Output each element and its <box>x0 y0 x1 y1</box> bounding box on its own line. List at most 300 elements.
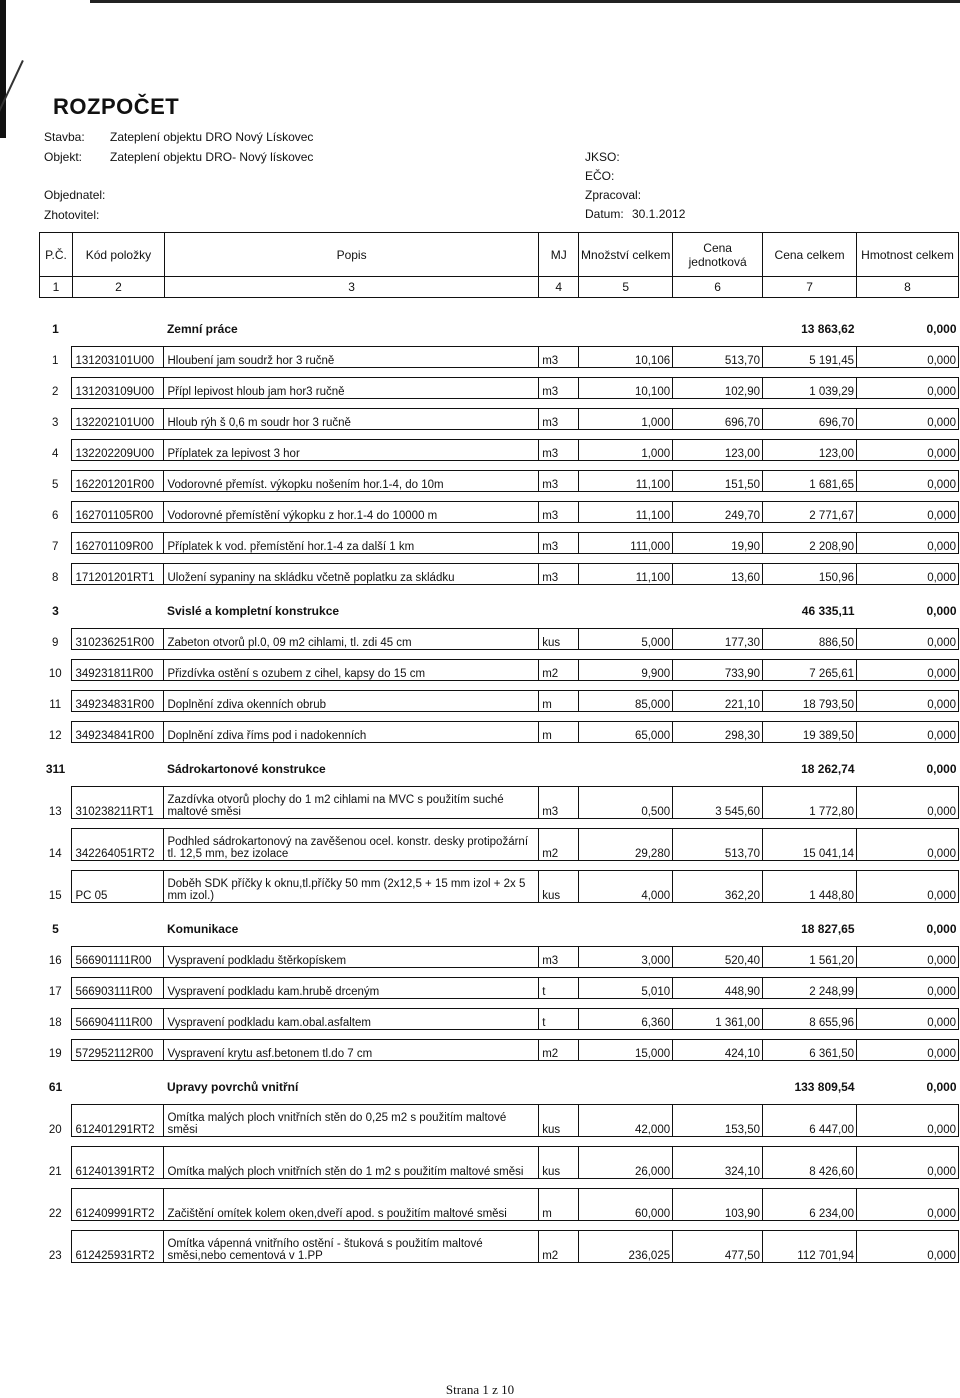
section-weight: 0,000 <box>926 1079 957 1094</box>
item-unit-price: 477,50 <box>673 1230 763 1262</box>
item-description: Vyspravení podkladu kam.obal.asfaltem <box>164 1008 539 1029</box>
row-gap <box>39 818 959 828</box>
item-total-price: 696,70 <box>763 408 857 429</box>
objednatel-label: Objednatel: <box>44 188 106 202</box>
item-unit-price: 249,70 <box>673 501 763 522</box>
gap-cell <box>39 1220 959 1230</box>
section-weight: 0,000 <box>926 921 957 936</box>
item-unit: m3 <box>539 470 579 491</box>
item-code: 566903111R00 <box>72 977 164 998</box>
item-code: 132202101U00 <box>72 408 164 429</box>
gap-cell <box>39 1060 959 1070</box>
item-quantity: 9,900 <box>579 659 673 680</box>
item-unit: m2 <box>539 659 579 680</box>
datum-label: Datum: <box>585 207 624 221</box>
row-number: 18 <box>48 1017 62 1029</box>
row-gap <box>39 680 959 690</box>
col-popis: Popis <box>164 233 538 277</box>
item-description: Hloubení jam soudrž hor 3 ručně <box>164 346 539 367</box>
item-weight: 0,000 <box>857 1230 959 1262</box>
item-unit: m3 <box>539 501 579 522</box>
section-weight: 0,000 <box>926 761 957 776</box>
item-unit-price: 13,60 <box>673 563 763 584</box>
row-number: 20 <box>48 1124 62 1136</box>
item-weight: 0,000 <box>857 721 959 742</box>
item-total-price: 1 772,80 <box>763 786 857 818</box>
item-description: Zazdívka otvorů plochy do 1 m2 cihlami na MVC s použitím suché maltové směsi <box>164 786 539 818</box>
item-total-price: 15 041,14 <box>763 828 857 860</box>
page-footer: Strana 1 z 10 <box>445 1382 515 1397</box>
item-weight: 0,000 <box>857 532 959 553</box>
gap-cell <box>39 742 959 752</box>
table-row <box>39 501 959 522</box>
item-weight: 0,000 <box>857 501 959 522</box>
table-row <box>39 828 959 860</box>
item-code: 310238211RT1 <box>72 786 164 818</box>
item-quantity: 0,500 <box>579 786 673 818</box>
item-code: 171201201RT1 <box>72 563 164 584</box>
eco-label: EČO: <box>585 169 615 183</box>
datum-value: 30.1.2012 <box>632 207 686 221</box>
row-number: 23 <box>48 1250 62 1262</box>
section-spacer <box>539 594 763 628</box>
row-number: 22 <box>48 1208 62 1220</box>
col-cena-jednotkova: Cena jednotková <box>673 233 763 277</box>
gap-cell <box>39 491 959 501</box>
item-description: Začištění omítek kolem oken,dveří apod. s použitím maltové směsi <box>164 1188 539 1220</box>
item-quantity: 42,000 <box>579 1104 673 1136</box>
item-quantity: 6,360 <box>579 1008 673 1029</box>
col-number: 2 <box>72 277 164 298</box>
table-row <box>39 408 959 429</box>
section-total: 133 809,54 <box>794 1079 855 1094</box>
col-mj: MJ <box>539 233 579 277</box>
item-unit: m3 <box>539 439 579 460</box>
item-weight: 0,000 <box>857 690 959 711</box>
item-unit: m <box>539 721 579 742</box>
section-row <box>39 1070 959 1104</box>
section-code: 5 <box>52 922 59 936</box>
section-total: 13 863,62 <box>801 321 855 336</box>
row-gap <box>39 398 959 408</box>
gap-cell <box>39 680 959 690</box>
table-row <box>39 690 959 711</box>
row-number: 17 <box>48 986 62 998</box>
item-unit-price: 733,90 <box>673 659 763 680</box>
section-row <box>39 752 959 786</box>
row-gap <box>39 998 959 1008</box>
item-unit: t <box>539 977 579 998</box>
item-total-price: 19 389,50 <box>763 721 857 742</box>
scan-edge-mark <box>0 0 6 138</box>
item-unit-price: 103,90 <box>673 1188 763 1220</box>
row-gap <box>39 1136 959 1146</box>
section-total: 18 262,74 <box>801 761 855 776</box>
row-number: 11 <box>49 699 62 711</box>
item-unit-price: 424,10 <box>673 1039 763 1060</box>
item-unit-price: 19,90 <box>673 532 763 553</box>
col-number: 5 <box>579 277 673 298</box>
col-number: 6 <box>673 277 763 298</box>
item-quantity: 11,100 <box>579 501 673 522</box>
item-unit: m3 <box>539 946 579 967</box>
item-description: Vyspravení krytu asf.betonem tl.do 7 cm <box>164 1039 539 1060</box>
item-unit: m3 <box>539 563 579 584</box>
zpracoval-label: Zpracoval: <box>585 188 642 202</box>
item-description: Doplnění zdiva říms pod i nadokenních <box>164 721 539 742</box>
row-gap <box>39 367 959 377</box>
gap-cell <box>39 460 959 470</box>
section-name: Upravy povrchů vnitřní <box>166 1079 299 1094</box>
row-number: 4 <box>52 448 59 460</box>
item-unit-price: 1 361,00 <box>673 1008 763 1029</box>
item-weight: 0,000 <box>857 1188 959 1220</box>
item-code: 612425931RT2 <box>72 1230 164 1262</box>
section-weight: 0,000 <box>926 321 957 336</box>
section-spacer <box>72 1070 164 1104</box>
item-weight: 0,000 <box>857 1146 959 1178</box>
gap-cell <box>39 367 959 377</box>
row-gap <box>39 649 959 659</box>
gap-cell <box>39 860 959 870</box>
col-number: 1 <box>40 277 73 298</box>
item-quantity: 5,000 <box>579 628 673 649</box>
item-unit: kus <box>539 628 579 649</box>
item-description: Vodorovné přemístění výkopku z hor.1-4 do 10000 m <box>164 501 539 522</box>
gap-cell <box>39 1178 959 1188</box>
item-quantity: 11,100 <box>579 470 673 491</box>
section-spacer <box>539 912 763 946</box>
item-code: 131203101U00 <box>72 346 164 367</box>
row-number: 13 <box>48 806 62 818</box>
item-quantity: 15,000 <box>579 1039 673 1060</box>
item-weight: 0,000 <box>857 659 959 680</box>
item-quantity: 1,000 <box>579 408 673 429</box>
col-pc: P.Č. <box>40 233 73 277</box>
item-total-price: 2 248,99 <box>763 977 857 998</box>
item-quantity: 236,025 <box>579 1230 673 1262</box>
gap-cell <box>39 398 959 408</box>
item-unit: m2 <box>539 1039 579 1060</box>
item-weight: 0,000 <box>857 828 959 860</box>
item-description: Příplatek za lepivost 3 hor <box>164 439 539 460</box>
item-total-price: 1 039,29 <box>763 377 857 398</box>
item-unit: m2 <box>539 828 579 860</box>
row-number: 14 <box>48 848 62 860</box>
item-unit: m3 <box>539 532 579 553</box>
item-code: 162201201R00 <box>72 470 164 491</box>
table-row <box>39 659 959 680</box>
gap-cell <box>39 711 959 721</box>
item-unit-price: 177,30 <box>673 628 763 649</box>
col-mnozstvi: Množství celkem <box>579 233 673 277</box>
item-unit-price: 221,10 <box>673 690 763 711</box>
item-total-price: 6 234,00 <box>763 1188 857 1220</box>
table-row <box>39 977 959 998</box>
item-total-price: 5 191,45 <box>763 346 857 367</box>
item-weight: 0,000 <box>857 377 959 398</box>
item-unit-price: 3 545,60 <box>673 786 763 818</box>
item-description: Přizdívka ostění s ozubem z cihel, kapsy do 15 cm <box>164 659 539 680</box>
top-rule <box>90 0 960 3</box>
document-title: ROZPOČET <box>53 94 180 119</box>
section-spacer <box>72 912 164 946</box>
item-weight: 0,000 <box>857 470 959 491</box>
section-spacer <box>72 752 164 786</box>
item-unit-price: 153,50 <box>673 1104 763 1136</box>
zhotovitel-label: Zhotovitel: <box>44 208 100 222</box>
table-row <box>39 346 959 367</box>
item-description: Vodorovné přemíst. výkopku nošením hor.1-4, do 10m <box>164 470 539 491</box>
section-spacer <box>539 312 763 346</box>
item-weight: 0,000 <box>857 977 959 998</box>
table-row <box>39 532 959 553</box>
section-row <box>39 312 959 346</box>
row-gap <box>39 1060 959 1070</box>
item-unit: m3 <box>539 377 579 398</box>
item-quantity: 65,000 <box>579 721 673 742</box>
section-name: Sádrokartonové konstrukce <box>166 761 326 776</box>
row-number: 5 <box>52 479 59 491</box>
col-number: 7 <box>763 277 857 298</box>
table-row <box>39 1039 959 1060</box>
item-total-price: 6 447,00 <box>763 1104 857 1136</box>
item-weight: 0,000 <box>857 628 959 649</box>
item-code: 612401291RT2 <box>72 1104 164 1136</box>
table-row <box>39 946 959 967</box>
col-cena-celkem: Cena celkem <box>763 233 857 277</box>
section-name: Komunikace <box>166 921 239 936</box>
item-description: Uložení sypaniny na skládku včetně poplatku za skládku <box>164 563 539 584</box>
section-code: 3 <box>52 604 59 618</box>
row-gap <box>39 711 959 721</box>
item-description: Přípl lepivost hloub jam hor3 ručně <box>164 377 539 398</box>
table-row <box>39 628 959 649</box>
item-total-price: 2 771,67 <box>763 501 857 522</box>
table-row <box>39 1104 959 1136</box>
item-quantity: 3,000 <box>579 946 673 967</box>
row-number: 21 <box>48 1166 62 1178</box>
section-code: 61 <box>48 1080 63 1094</box>
item-quantity: 4,000 <box>579 870 673 902</box>
row-gap <box>39 553 959 563</box>
item-quantity: 85,000 <box>579 690 673 711</box>
gap-cell <box>39 967 959 977</box>
item-description: Omítka malých ploch vnitřních stěn do 1 m2 s použitím maltové směsi <box>164 1146 539 1178</box>
section-spacer <box>72 594 164 628</box>
row-number: 1 <box>52 355 59 367</box>
item-weight: 0,000 <box>857 870 959 902</box>
row-number: 7 <box>52 541 59 553</box>
item-unit: m2 <box>539 1230 579 1262</box>
section-total: 18 827,65 <box>801 921 855 936</box>
item-description: Omítka malých ploch vnitřních stěn do 0,25 m2 s použitím maltové směsi <box>164 1104 539 1136</box>
section-spacer <box>72 312 164 346</box>
table-row <box>39 870 959 902</box>
item-unit: m <box>539 1188 579 1220</box>
table-row <box>39 786 959 818</box>
item-weight: 0,000 <box>857 346 959 367</box>
item-description: Příplatek k vod. přemístění hor.1-4 za další 1 km <box>164 532 539 553</box>
item-quantity: 5,010 <box>579 977 673 998</box>
stavba-label: Stavba: <box>44 130 85 144</box>
row-gap <box>39 1029 959 1039</box>
objekt-value: Zateplení objektu DRO- Nový lískovec <box>110 150 314 164</box>
section-row <box>39 594 959 628</box>
item-code: 612401391RT2 <box>72 1146 164 1178</box>
table-row <box>39 439 959 460</box>
item-quantity: 26,000 <box>579 1146 673 1178</box>
item-description: Podhled sádrokartonový na zavěšenou ocel. konstr. desky protipožární tl. 12,5 mm, bez izolace <box>164 828 539 860</box>
item-code: 566904111R00 <box>72 1008 164 1029</box>
item-unit-price: 513,70 <box>673 346 763 367</box>
item-unit-price: 362,20 <box>673 870 763 902</box>
item-code: PC 05 <box>72 870 164 902</box>
item-code: 162701109R00 <box>72 532 164 553</box>
section-row <box>39 912 959 946</box>
item-unit-price: 298,30 <box>673 721 763 742</box>
row-gap <box>39 491 959 501</box>
item-code: 349234841R00 <box>72 721 164 742</box>
row-number: 6 <box>52 510 59 522</box>
section-total: 46 335,11 <box>801 603 855 618</box>
item-total-price: 150,96 <box>763 563 857 584</box>
item-total-price: 7 265,61 <box>763 659 857 680</box>
item-quantity: 1,000 <box>579 439 673 460</box>
item-total-price: 6 361,50 <box>763 1039 857 1060</box>
gap-cell <box>39 429 959 439</box>
section-code: 1 <box>52 322 59 336</box>
item-description: Doplnění zdiva okenních obrub <box>164 690 539 711</box>
gap-cell <box>39 584 959 594</box>
item-unit: kus <box>539 1104 579 1136</box>
item-code: 342264051RT2 <box>72 828 164 860</box>
col-number: 4 <box>539 277 579 298</box>
item-unit-price: 151,50 <box>673 470 763 491</box>
section-name: Zemní práce <box>166 321 238 336</box>
item-code: 349231811R00 <box>72 659 164 680</box>
table-row <box>39 1230 959 1262</box>
item-total-price: 886,50 <box>763 628 857 649</box>
item-code: 132202209U00 <box>72 439 164 460</box>
item-unit: m3 <box>539 786 579 818</box>
row-gap <box>39 1262 959 1272</box>
item-unit: kus <box>539 1146 579 1178</box>
item-unit-price: 123,00 <box>673 439 763 460</box>
budget-items-table <box>39 312 959 1272</box>
item-unit-price: 448,90 <box>673 977 763 998</box>
item-quantity: 10,106 <box>579 346 673 367</box>
col-number: 3 <box>164 277 538 298</box>
col-hmotnost: Hmotnost celkem <box>857 233 959 277</box>
table-row <box>39 1008 959 1029</box>
item-quantity: 11,100 <box>579 563 673 584</box>
table-row <box>39 721 959 742</box>
item-description: Vyspravení podkladu štěrkopískem <box>164 946 539 967</box>
item-description: Zabeton otvorů pl.0, 09 m2 cihlami, tl. zdi 45 cm <box>164 628 539 649</box>
item-total-price: 2 208,90 <box>763 532 857 553</box>
col-number: 8 <box>857 277 959 298</box>
item-unit: m <box>539 690 579 711</box>
gap-cell <box>39 522 959 532</box>
item-weight: 0,000 <box>857 1039 959 1060</box>
item-unit: m3 <box>539 346 579 367</box>
objekt-label: Objekt: <box>44 150 83 164</box>
gap-cell <box>39 1136 959 1146</box>
item-unit-price: 696,70 <box>673 408 763 429</box>
item-code: 131203109U00 <box>72 377 164 398</box>
row-gap <box>39 584 959 594</box>
item-total-price: 1 681,65 <box>763 470 857 491</box>
item-code: 572952112R00 <box>72 1039 164 1060</box>
gap-cell <box>39 553 959 563</box>
gap-cell <box>39 902 959 912</box>
item-code: 310236251R00 <box>72 628 164 649</box>
row-gap <box>39 742 959 752</box>
section-weight: 0,000 <box>926 603 957 618</box>
item-weight: 0,000 <box>857 439 959 460</box>
row-number: 3 <box>52 417 59 429</box>
row-number: 2 <box>52 386 59 398</box>
row-number: 16 <box>48 955 62 967</box>
item-weight: 0,000 <box>857 786 959 818</box>
col-kod: Kód položky <box>72 233 164 277</box>
item-quantity: 29,280 <box>579 828 673 860</box>
item-code: 349234831R00 <box>72 690 164 711</box>
item-unit: m3 <box>539 408 579 429</box>
item-weight: 0,000 <box>857 946 959 967</box>
item-total-price: 1 448,80 <box>763 870 857 902</box>
row-gap <box>39 522 959 532</box>
row-gap <box>39 1178 959 1188</box>
section-name: Svislé a kompletní konstrukce <box>166 603 340 618</box>
item-weight: 0,000 <box>857 1104 959 1136</box>
item-weight: 0,000 <box>857 1008 959 1029</box>
item-weight: 0,000 <box>857 563 959 584</box>
item-code: 612409991RT2 <box>72 1188 164 1220</box>
row-gap <box>39 1220 959 1230</box>
item-unit-price: 520,40 <box>673 946 763 967</box>
table-row <box>39 377 959 398</box>
section-spacer <box>539 752 763 786</box>
item-unit: t <box>539 1008 579 1029</box>
item-description: Doběh SDK příčky k oknu,tl.příčky 50 mm (2x12,5 + 15 mm izol + 2x 5 mm izol.) <box>164 870 539 902</box>
item-quantity: 10,100 <box>579 377 673 398</box>
item-total-price: 112 701,94 <box>763 1230 857 1262</box>
row-gap <box>39 967 959 977</box>
item-total-price: 123,00 <box>763 439 857 460</box>
table-row <box>39 470 959 491</box>
row-number: 15 <box>48 890 62 902</box>
item-description: Omítka vápenná vnitřního ostění - štuková s použitím maltové směsi,nebo cementová v 1.PP <box>164 1230 539 1262</box>
item-unit-price: 324,10 <box>673 1146 763 1178</box>
gap-cell <box>39 1029 959 1039</box>
row-number: 9 <box>52 637 59 649</box>
row-number: 10 <box>48 668 62 680</box>
item-quantity: 111,000 <box>579 532 673 553</box>
gap-cell <box>39 818 959 828</box>
table-row <box>39 563 959 584</box>
gap-cell <box>39 649 959 659</box>
row-number: 19 <box>48 1048 62 1060</box>
table-row <box>39 1188 959 1220</box>
column-header-table <box>39 232 959 298</box>
stavba-value: Zateplení objektu DRO Nový Lískovec <box>110 130 314 144</box>
row-gap <box>39 860 959 870</box>
item-total-price: 1 561,20 <box>763 946 857 967</box>
item-unit-price: 513,70 <box>673 828 763 860</box>
gap-cell <box>39 998 959 1008</box>
